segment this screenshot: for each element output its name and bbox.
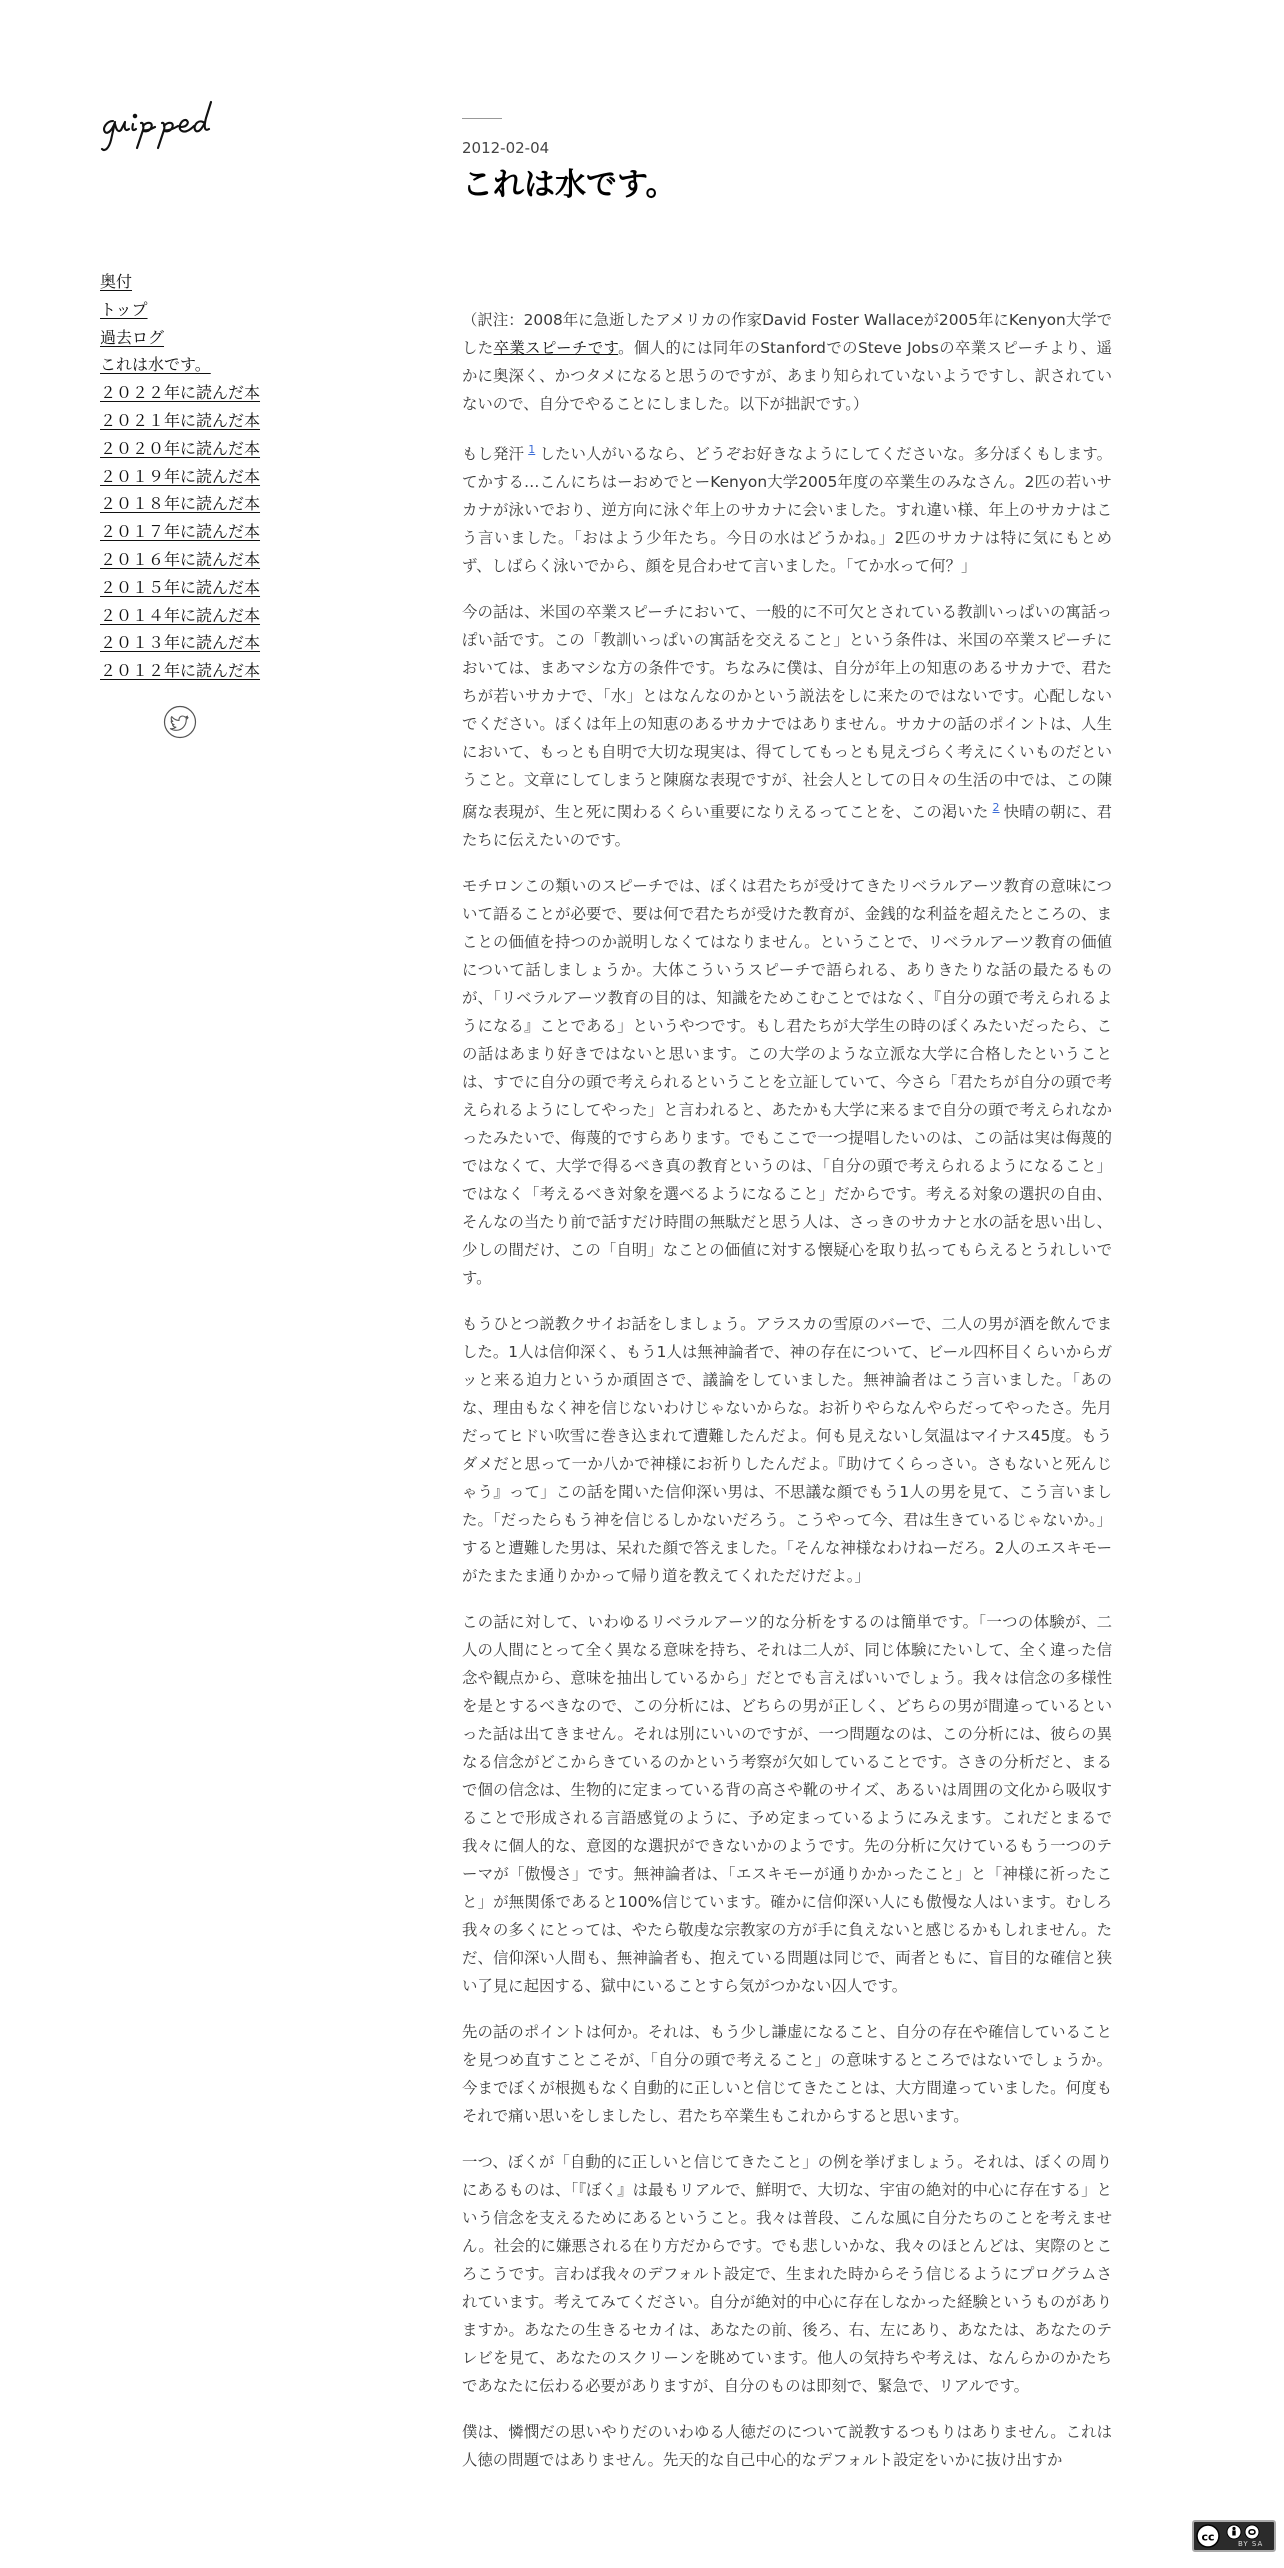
post-header — [462, 118, 1112, 206]
paragraph-analysis: この話に対して、いわゆるリベラルアーツ的な分析をするのは簡単です。「一つの体験が、二人の人間にとって全く異なる意味を持ち、それは二人が、同じ体験にたいして、全く違った信念や観点から、意味を抽出しているから」だとでも言えばいいでしょう。我々は信念の多様性を是とするべきなので、この分析には、どちらの男が正しく、どちらの男が間違っているといった話は出てきません。それは別にいいのですが、一つ問題なのは、この分析には、彼らの異なる信念がどこからきているのかという考察が欠如していることです。さきの分析だと、まるで個の信念は、生物的に定まっている背の高さや靴のサイズ、あるいは周囲の文化から吸収することで形成される言語感覚のように、予め定まっているようにみえます。これだとまるで我々に個人的な、意図的な選択ができないかのようです。先の分析に欠けているもう一つのテーマが「傲慢さ」です。無神論者は、「エスキモーが通りかかったこと」と「神様に祈ったこと」が無関係であると100%信じています。確かに信仰深い人にも傲慢な人はいます。むしろ我々の多くにとっては、やたら敬虔な宗教家の方が手に負えないと感じるかもしれません。ただ、信仰深い人間も、無神論者も、抱えている問題は同じで、両者ともに、盲目的な確信と狭い了見に起因する、獄中にいることすら気がつかない囚人です。 — [462, 1613, 1112, 1996]
paragraph-parable: 今の話は、米国の卒業スピーチにおいて、一般的に不可欠とされている教訓いっぱいの寓話っぽい話です。この「教訓いっぱいの寓話を交えること」という条件は、米国の卒業スピーチにおいては、まあマシな方の条件です。ちなみに僕は、自分が年上の知恵のあるサカナで、君たちが若いサカナで、「水」とはなんなのかという説法をしに来たのではないです。心配しないでください。ぼくは年上の知恵のあるサカナではありません。サカナの話のポイントは、人生において、もっとも自明で大切な現実は、得てしてもっとも見えづらく考えにくいものだということ。文章にしてしまうと陳腐な表現ですが、社会人としての日々の生活の中では、この陳腐な表現が、生と死に関わるくらい重要になりえるってことを、この渇いた $^2$ 快晴の朝に、君たちに伝えたいのです。 — [462, 603, 1112, 850]
sidebar-item-books-2021[interactable]: ２０２１年に読んだ本 — [100, 410, 261, 430]
sidebar-item-books-2017[interactable]: ２０１７年に読んだ本 — [100, 522, 261, 542]
post-body — [462, 306, 1112, 2492]
sidebar-item-books-2012[interactable]: ２０１２年に読んだ本 — [100, 661, 261, 681]
cc-license-badge[interactable] — [1192, 2520, 1276, 2552]
sidebar-item-books-2014[interactable]: ２０１４年に読んだ本 — [100, 605, 261, 625]
sidebar-item-books-2016[interactable]: ２０１６年に読んだ本 — [100, 549, 261, 569]
sidebar-item-books-2020[interactable]: ２０２０年に読んだ本 — [100, 438, 261, 458]
sidebar-item-current-post[interactable]: これは水です。 — [100, 355, 211, 375]
paragraph-fish-story: もし発汗 $^1$ したい人がいるなら、どうぞお好きなようにしてくださいな。多分ぼくもします。てかする…こんにちはーおめでとーKenyon大学2005年度の卒業生のみなさん。2匹の若いサカナが泳いでおり、逆方向に泳ぐ年上のサカナに会いました。すれ違い様、年上のサカナはこう言いました。「おはよう少年たち。今日の水はどうかね。」2匹のサカナは特に気にもとめず、しばらく泳いでから、顔を見合わせて言いました。「てか水って何？」 — [462, 443, 1112, 576]
sidebar-nav — [100, 268, 290, 685]
post-title: これは水です。 — [462, 167, 677, 203]
header-divider — [462, 118, 502, 119]
sidebar-item-books-2018[interactable]: ２０１８年に読んだ本 — [100, 494, 261, 514]
footnote-ref-1[interactable]: 1 — [528, 443, 536, 456]
twitter-bird-icon[interactable] — [163, 705, 197, 739]
footnote-ref-2[interactable]: 2 — [992, 801, 1000, 815]
sidebar-item-archive[interactable]: 過去ログ — [100, 327, 165, 347]
sidebar-item-books-2019[interactable]: ２０１９年に読んだ本 — [100, 466, 261, 486]
license-text: BY SA — [1238, 2540, 1264, 2548]
svg-text:cc: cc — [1201, 2530, 1215, 2544]
paragraph-liberal-arts: モチロンこの類いのスピーチでは、ぼくは君たちが受けてきたリベラルアーツ教育の意味について語ることが必要で、要は何で君たちが受けた教育が、金銭的な利益を超えたところの、まことの価値を持つのか説明しなくてはなりません。ということで、リベラルアーツ教育の価値について話しましょうか。大体こういうスピーチで語られる、ありきたりな話の最たるものが、「リベラルアーツ教育の目的は、知識をためこむことではなく、『自分の頭で考えられるようになる』ことである」というやつです。もし君たちが大学生の時のぼくみたいだったら、この話はあまり好きではないと思います。この大学のような立派な大学に合格したということは、すでに自分の頭で考えられるということを立証していて、今さら「君たちが自分の頭で考えられるようにしてやった」と言われると、あたかも大学に来るまで自分の頭で考えられなかったみたいで、侮蔑的ですらあります。でもここで一つ提唱したいのは、この話は実は侮蔑的ではなくて、大学で得るべき真の教育というのは、「自分の頭で考えられるようになること」ではなく「考えるべき対象を選べるようになること」だからです。考える対象の選択の自由、そんなの当たり前で話すだけ時間の無駄だと思う人は、さっきのサカナと水の話を思い出し、少しの間だけ、この「自明」なことの価値に対する懐疑心を取り払ってもらえるとうれしいです。 — [462, 877, 1112, 1288]
post-date: 2012-02-04 — [462, 139, 550, 157]
paragraph-humility: 先の話のポイントは何か。それは、もう少し謙虚になること、自分の存在や確信していることを見つめ直すことこそが、「自分の頭で考えること」の意味するところではないでしょうか。今までぼくが根拠もなく自動的に正しいと信じてきたことは、大方間違っていました。何度もそれで痛い思いをしましたし、君たち卒業生もこれからすると思います。 — [462, 2023, 1112, 2126]
sidebar-item-books-2015[interactable]: ２０１５年に読んだ本 — [100, 577, 261, 597]
commencement-speech-link[interactable]: 卒業スピーチです — [493, 339, 619, 357]
site-logo[interactable] — [99, 96, 264, 156]
sidebar-item-colophon[interactable]: 奥付 — [100, 272, 133, 291]
paragraph-virtue: 僕は、憐憫だの思いやりだのいわゆる人徳だのについて説教するつもりはありません。これは人徳の問題ではありません。先天的な自己中心的なデフォルト設定をいかに抜け出すか — [462, 2423, 1112, 2470]
paragraph-default-setting: 一つ、ぼくが「自動的に正しいと信じてきたこと」の例を挙げましょう。それは、ぼくの周りにあるものは、「『ぼく』は最もリアルで、鮮明で、大切な、宇宙の絶対的中心に存在する」という信念を支えるためにあるということ。我々は普段、こんな風に自分たちのことを考えません。社会的に嫌悪される在り方だからです。でも悲しいかな、我々のほとんどは、実際のところこうです。言わば我々のデフォルト設定で、生まれた時からそう信じるようにプログラムされています。考えてみてください。自分が絶対的中心に存在しなかった経験というものがありますか。あなたの生きるセカイは、あなたの前、後ろ、右、左にあり、あなたは、あなたのテレビを見て、あなたのスクリーンを眺めています。他人の気持ちや考えは、なんらかのかたちであなたに伝わる必要がありますが、自分のものは即刻で、緊急で、リアルです。 — [462, 2153, 1112, 2396]
sidebar-item-books-2022[interactable]: ２０２２年に読んだ本 — [100, 383, 261, 403]
sidebar-item-books-2013[interactable]: ２０１３年に読んだ本 — [100, 633, 261, 653]
paragraph-intro: （訳注：2008年に急逝したアメリカの作家David Foster Wallaceが2005年にKenyon大学でした卒業スピーチです。個人的には同年のStanfordでのSteve Jobsの卒業スピーチより、遥かに奥深く、かつタメになると思うのですが、あまり知られていないようですし、訳されていないので、自分でやることにしました。以下が拙訳です。） — [462, 311, 1112, 413]
paragraph-alaska-story: もうひとつ説教クサイお話をしましょう。アラスカの雪原のバーで、二人の男が酒を飲んでました。1人は信仰深く、もう1人は無神論者で、神の存在について、ビール四杯目くらいからガッと来る迫力というか頑固さで、議論をしていました。無神論者はこう言いました。「あのな、理由もなく神を信じないわけじゃないからな。お祈りやらなんやらだってやったさ。先月だってヒドい吹雪に巻き込まれて遭難したんだよ。何も見えないし気温はマイナス45度。もうダメだと思って一か八かで神様にお祈りしたんだよ。『助けてくらっさい。さもないと死んじゃう』って」この話を聞いた信仰深い男は、不思議な顔でもう1人の男を見て、こう言いました。「だったらもう神を信じるしかないだろう。こうやって今、君は生きているじゃないか。」すると遭難した男は、呆れた顔で答えました。「そんな神様なわけねーだろ。2人のエスキモーがたまたま通りかかって帰り道を教えてくれただけだよ。」 — [462, 1315, 1112, 1586]
sidebar-item-top[interactable]: トップ — [100, 299, 148, 319]
